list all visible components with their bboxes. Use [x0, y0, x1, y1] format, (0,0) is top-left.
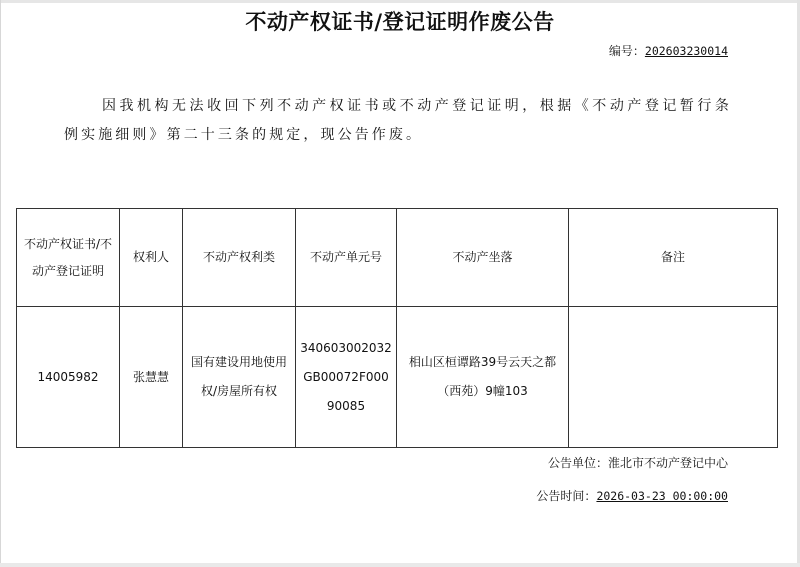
certificate-table — [16, 208, 778, 448]
window-left-edge — [0, 0, 1, 567]
header-right-holder: 权利人 — [120, 209, 183, 307]
header-remarks: 备注 — [569, 209, 778, 307]
announcement-time-label: 公告时间： — [536, 489, 597, 503]
header-unit-number: 不动产单元号 — [296, 209, 397, 307]
table-header-row — [17, 209, 778, 307]
header-right-type: 不动产权利类 — [183, 209, 296, 307]
page-title: 不动产权证书/登记证明作废公告 — [245, 9, 555, 34]
announcement-time — [536, 488, 728, 504]
cell-certificate-number: 14005982 — [17, 307, 120, 448]
document-number-value: 202603230014 — [644, 44, 728, 58]
issuing-unit — [548, 455, 728, 471]
window-top-edge — [0, 0, 800, 3]
window-bottom-edge — [0, 563, 800, 567]
issuing-unit-label: 公告单位： — [547, 456, 608, 470]
cell-right-type: 国有建设用地使用权/房屋所有权 — [183, 307, 296, 448]
issuing-unit-value: 淮北市不动产登记中心 — [607, 456, 728, 470]
announcement-body: 因我机构无法收回下列不动产权证书或不动产登记证明，根据《不动产登记暂行条例实施细则》第二十三条的规定，现公告作废。 — [64, 98, 732, 143]
cell-unit-number: 340603002032GB00072F00090085 — [296, 307, 397, 448]
document-number-label: 编号： — [608, 44, 645, 58]
cell-right-holder: 张慧慧 — [120, 307, 183, 448]
announcement-time-value: 2026-03-23 00:00:00 — [596, 489, 728, 503]
table-row — [17, 307, 778, 448]
document-number — [609, 43, 728, 59]
cell-location: 相山区桓谭路39号云天之都（西苑）9幢103 — [397, 307, 569, 448]
header-location: 不动产坐落 — [397, 209, 569, 307]
header-certificate-number: 不动产权证书/不动产登记证明 — [17, 209, 120, 307]
cell-remarks — [569, 307, 778, 448]
